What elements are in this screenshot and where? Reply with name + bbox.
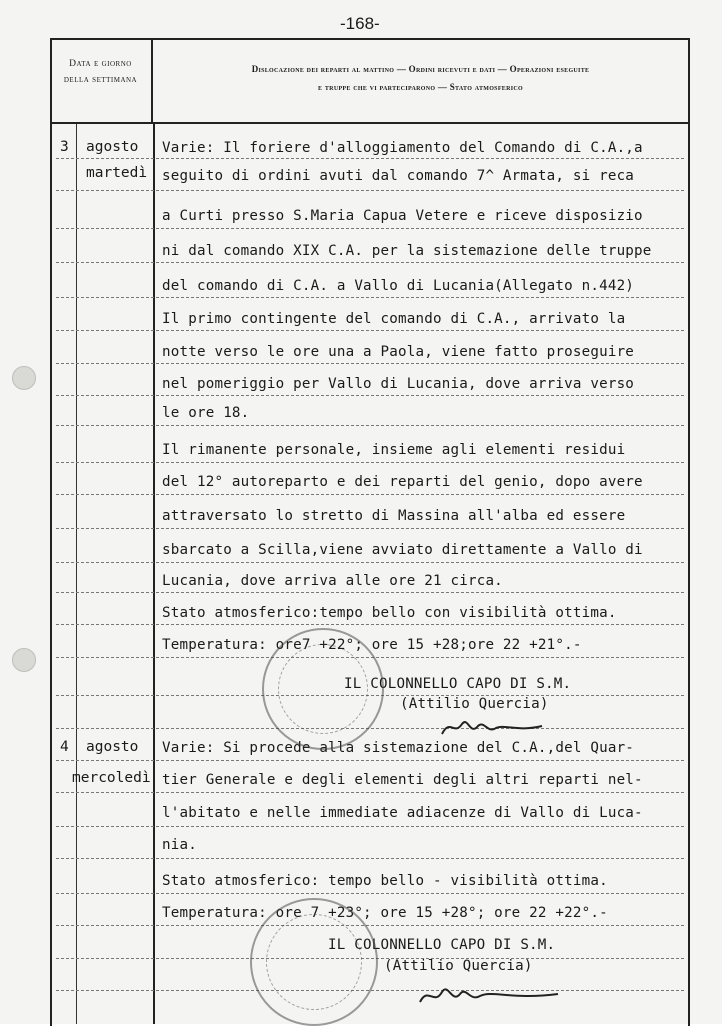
ruled-line: [56, 395, 684, 396]
ruled-line: [56, 158, 684, 159]
entry-text-line: Stato atmosferico: tempo bello - visibilità ottima.: [162, 873, 608, 889]
ruled-line: [56, 297, 684, 298]
official-stamp: [250, 898, 378, 1026]
entry-text-line: attraversato lo stretto di Massina all'alba ed essere: [162, 508, 626, 524]
ruled-line: [56, 760, 684, 761]
handwritten-signature: [408, 972, 568, 1016]
ruled-line: [56, 624, 684, 625]
entry-text-line: le ore 18.: [162, 405, 250, 421]
ruled-line: [56, 425, 684, 426]
entry-day-number: 3: [60, 139, 69, 155]
day-column-divider: [76, 122, 77, 1024]
entry-text-line: tier Generale e degli elementi degli altri reparti nel-: [162, 772, 643, 788]
entry-text-line: Stato atmosferico:tempo bello con visibilità ottima.: [162, 605, 617, 621]
ruled-line: [56, 228, 684, 229]
entry-text-line: Il primo contingente del comando di C.A., arrivato la: [162, 311, 626, 327]
entry-text-line: Temperatura: ore 7 +23°; ore 15 +28°; ore 22 +22°.-: [162, 905, 608, 921]
entry-text-line: Varie: Il foriere d'alloggiamento del Comando di C.A.,a: [162, 140, 643, 156]
entry-text-line: Il rimanente personale, insieme agli elementi residui: [162, 442, 626, 458]
ruled-line: [56, 363, 684, 364]
entry-day-number: 4: [60, 739, 69, 755]
ruled-line: [56, 330, 684, 331]
ruled-line: [56, 190, 684, 191]
entry-text-line: Temperatura: ore7 +22°; ore 15 +28;ore 22 +21°.-: [162, 637, 582, 653]
entry-month: agosto: [86, 739, 139, 755]
signature-title: IL COLONNELLO CAPO DI S.M.: [344, 676, 572, 692]
header-date-label-1: Data e giorno: [69, 59, 132, 69]
handwritten-signature: [432, 706, 552, 746]
page-number: -168-: [340, 14, 380, 33]
entry-text-line: a Curti presso S.Maria Capua Vetere e riceve disposizio: [162, 208, 643, 224]
header-date-column: [50, 38, 153, 122]
entry-text-line: Lucania, dove arriva alle ore 21 circa.: [162, 573, 503, 589]
entry-text-line: Varie: Si procede alla sistemazione del C.A.,del Quar-: [162, 740, 635, 756]
entry-weekday: mercoledì: [72, 770, 151, 786]
ruled-line: [56, 494, 684, 495]
register-header: [50, 38, 688, 124]
ruled-line: [56, 858, 684, 859]
ruled-line: [56, 826, 684, 827]
ruled-line: [56, 925, 684, 926]
date-column-divider: [153, 122, 155, 1024]
header-content-label-1: Dislocazione dei reparti al mattino — Ordini ricevuti e dati — Operazioni eseguite: [251, 64, 590, 74]
ruled-line: [56, 893, 684, 894]
signature-name: (Attilio Quercia): [400, 696, 549, 712]
ruled-line: [56, 462, 684, 463]
entry-text-line: ni dal comando XIX C.A. per la sistemazione delle truppe: [162, 243, 652, 259]
official-stamp: [262, 628, 384, 750]
signature-title: IL COLONNELLO CAPO DI S.M.: [328, 937, 556, 953]
ruled-line: [56, 728, 684, 729]
ruled-line: [56, 562, 684, 563]
signature-name: (Attilio Quercia): [384, 958, 533, 974]
entry-text-line: sbarcato a Scilla,viene avviato direttamente a Vallo di: [162, 542, 643, 558]
header-content-column: [155, 38, 686, 122]
entry-weekday: martedì: [86, 165, 148, 181]
ruled-line: [56, 592, 684, 593]
header-date-label-2: della settimana: [63, 75, 138, 85]
entry-text-line: del comando di C.A. a Vallo di Lucania(Allegato n.442): [162, 278, 635, 294]
ruled-line: [56, 262, 684, 263]
entry-text-line: l'abitato e nelle immediate adiacenze di Vallo di Luca-: [162, 805, 643, 821]
binder-hole: [12, 648, 36, 672]
ruled-line: [56, 528, 684, 529]
header-content-label-2: e truppe che vi parteciparono — Stato atmosferico: [318, 82, 523, 92]
entry-text-line: notte verso le ore una a Paola, viene fatto proseguire: [162, 344, 635, 360]
entry-month: agosto: [86, 139, 139, 155]
entry-text-line: seguito di ordini avuti dal comando 7^ Armata, si reca: [162, 168, 635, 184]
binder-hole: [12, 366, 36, 390]
entry-text-line: del 12° autoreparto e dei reparti del genio, dopo avere: [162, 474, 643, 490]
entry-text-line: nia.: [162, 837, 197, 853]
ruled-line: [56, 792, 684, 793]
entry-text-line: nel pomeriggio per Vallo di Lucania, dove arriva verso: [162, 376, 635, 392]
